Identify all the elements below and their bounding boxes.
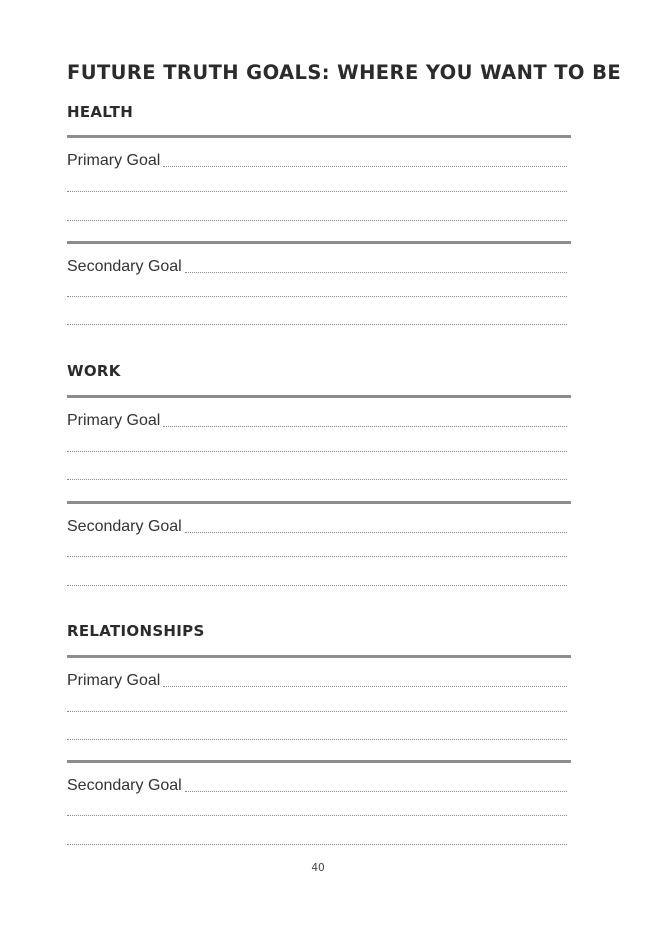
divider-rule: [67, 655, 571, 658]
dotted-writing-line[interactable]: [67, 815, 567, 816]
dotted-writing-line[interactable]: [67, 479, 567, 480]
divider-rule: [67, 760, 571, 763]
page-title: FUTURE TRUTH GOALS: WHERE YOU WANT TO BE: [67, 61, 622, 84]
divider-rule: [67, 395, 571, 398]
dotted-writing-line[interactable]: [67, 585, 567, 586]
dotted-writing-line[interactable]: [67, 739, 567, 740]
primary-goal-row[interactable]: [67, 408, 567, 430]
dotted-writing-line[interactable]: [185, 272, 567, 273]
section-heading: WORK: [67, 362, 121, 380]
dotted-writing-line[interactable]: [67, 296, 567, 297]
section-heading: HEALTH: [67, 103, 134, 121]
dotted-writing-line[interactable]: [67, 844, 567, 845]
primary-goal-label: Primary Goal: [67, 672, 161, 689]
secondary-goal-row[interactable]: [67, 773, 567, 795]
page-number: 40: [311, 862, 325, 874]
dotted-writing-line[interactable]: [67, 324, 567, 325]
dotted-writing-line[interactable]: [163, 686, 567, 687]
secondary-goal-label: Secondary Goal: [67, 518, 182, 535]
dotted-writing-line[interactable]: [163, 426, 567, 427]
divider-rule: [67, 241, 571, 244]
dotted-writing-line[interactable]: [67, 451, 567, 452]
primary-goal-label: Primary Goal: [67, 412, 161, 429]
dotted-writing-line[interactable]: [163, 166, 567, 167]
secondary-goal-row[interactable]: [67, 514, 567, 536]
primary-goal-label: Primary Goal: [67, 152, 161, 169]
secondary-goal-row[interactable]: [67, 254, 567, 276]
dotted-writing-line[interactable]: [185, 532, 567, 533]
dotted-writing-line[interactable]: [67, 191, 567, 192]
divider-rule: [67, 501, 571, 504]
primary-goal-row[interactable]: [67, 668, 567, 690]
secondary-goal-label: Secondary Goal: [67, 258, 182, 275]
secondary-goal-label: Secondary Goal: [67, 777, 182, 794]
divider-rule: [67, 135, 571, 138]
section-heading: RELATIONSHIPS: [67, 622, 205, 640]
dotted-writing-line[interactable]: [67, 220, 567, 221]
primary-goal-row[interactable]: [67, 148, 567, 170]
dotted-writing-line[interactable]: [67, 556, 567, 557]
dotted-writing-line[interactable]: [67, 711, 567, 712]
dotted-writing-line[interactable]: [185, 791, 567, 792]
